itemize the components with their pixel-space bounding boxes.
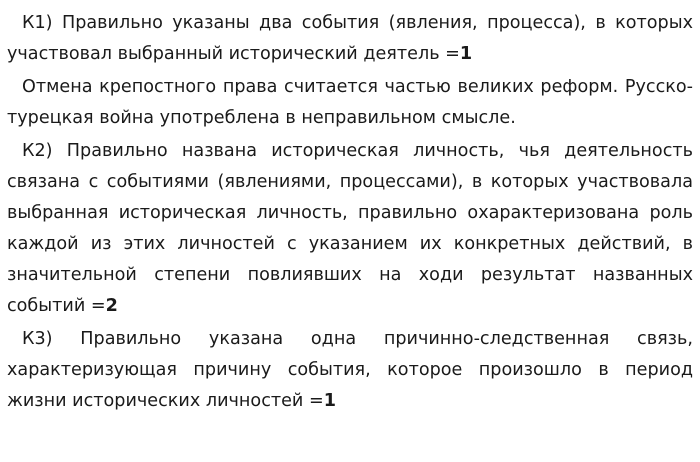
comment-paragraph <box>7 72 693 134</box>
criterion-text: К1) Правильно указаны два события (явления, процесса), в которых участвовал выбранный исторический деятель = <box>7 13 693 64</box>
comment-text: Отмена крепостного права считается частью великих реформ. Русско-турецкая война употреблена в неправильном смысле. <box>7 77 693 128</box>
criterion-text: К2) Правильно названа историческая личность, чья деятельность связана с событиями (явлениями, процессами), в которых участвовала выбранная историческая личность, правильно охарактеризована роль каждой из этих личностей с указанием их конкретных действий, в значительной степени повлиявших на ходи результат названных событий = <box>7 141 693 316</box>
criterion-score: 1 <box>459 44 473 64</box>
criterion-score: 1 <box>323 391 336 411</box>
criterion-text: К3) Правильно указана одна причинно-следственная связь, характеризующая причину события, которое произошло в период жизни исторических личностей = <box>7 329 693 411</box>
criterion-k2 <box>7 136 693 322</box>
criterion-k1 <box>7 8 693 70</box>
criterion-k3 <box>7 324 693 417</box>
document-body <box>7 8 693 419</box>
criterion-score: 2 <box>105 296 118 316</box>
